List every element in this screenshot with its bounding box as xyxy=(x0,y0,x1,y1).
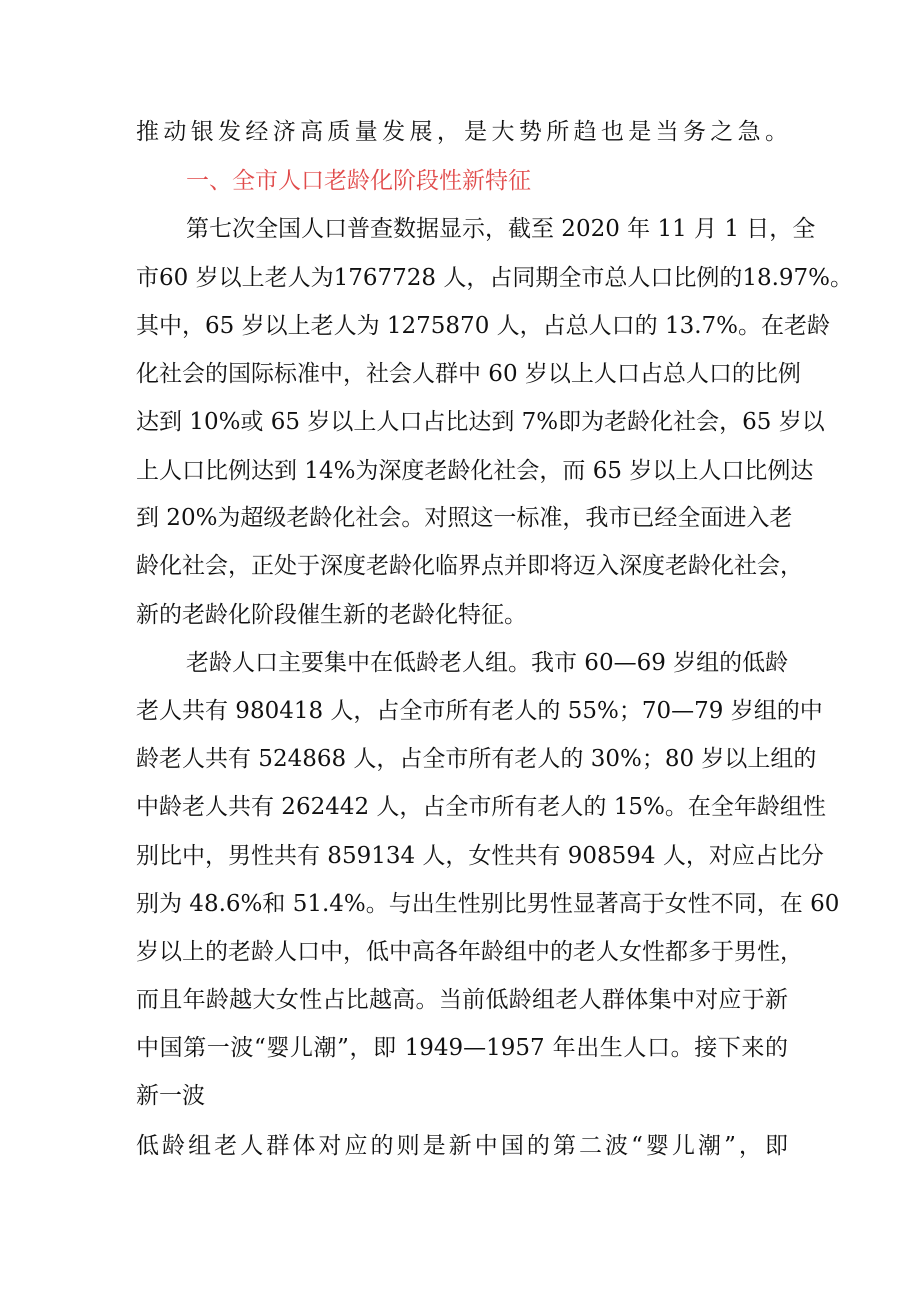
paragraph-line: 上人口比例达到 14%为深度老龄化社会，而 65 岁以上人口比例达 xyxy=(136,458,814,484)
paragraph-line: 别为 48.6%和 51.4%。与出生性别比男性显著高于女性不同，在 60 xyxy=(136,891,840,917)
paragraph-line: 老龄人口主要集中在低龄老人组。我市 60—69 岁组的低龄 xyxy=(186,650,789,676)
paragraph-line: 市60 岁以上老人为1767728 人，占同期全市总人口比例的18.97%。 xyxy=(136,265,854,291)
paragraph-line: 推动银发经济高质量发展，是大势所趋也是当务之急。 xyxy=(136,119,788,145)
paragraph-line: 低龄组老人群体对应的则是新中国的第二波“婴儿潮”，即 xyxy=(136,1133,788,1159)
paragraph-line: 龄老人共有 524868 人，占全市所有老人的 30%；80 岁以上组的 xyxy=(136,746,817,772)
paragraph-line: 达到 10%或 65 岁以上人口占比达到 7%即为老龄化社会，65 岁以 xyxy=(136,409,825,435)
paragraph-line: 新一波 xyxy=(136,1083,205,1109)
section-heading: 一、全市人口老龄化阶段性新特征 xyxy=(186,168,531,194)
paragraph-line: 化社会的国际标准中，社会人群中 60 岁以上人口占总人口的比例 xyxy=(136,361,801,387)
paragraph-line: 别比中，男性共有 859134 人，女性共有 908594 人，对应占比分 xyxy=(136,843,824,869)
paragraph-line: 中龄老人共有 262442 人，占全市所有老人的 15%。在全年龄组性 xyxy=(136,794,826,820)
paragraph-line: 第七次全国人口普查数据显示，截至 2020 年 11 月 1 日，全 xyxy=(186,216,816,242)
paragraph-line: 老人共有 980418 人，占全市所有老人的 55%；70—79 岁组的中 xyxy=(136,698,823,724)
paragraph-line: 而且年龄越大女性占比越高。当前低龄组老人群体集中对应于新 xyxy=(136,987,788,1013)
paragraph-line: 其中，65 岁以上老人为 1275870 人，占总人口的 13.7%。在老龄 xyxy=(136,313,831,339)
paragraph-line: 岁以上的老龄人口中，低中高各年龄组中的老人女性都多于男性， xyxy=(136,939,803,965)
paragraph-line: 到 20%为超级老龄化社会。对照这一标准，我市已经全面进入老 xyxy=(136,505,793,531)
paragraph-line: 龄化社会，正处于深度老龄化临界点并即将迈入深度老龄化社会， xyxy=(136,553,803,579)
paragraph-line: 中国第一波“婴儿潮”，即 1949—1957 年出生人口。接下来的 xyxy=(136,1035,788,1061)
paragraph-line: 新的老龄化阶段催生新的老龄化特征。 xyxy=(136,602,527,628)
